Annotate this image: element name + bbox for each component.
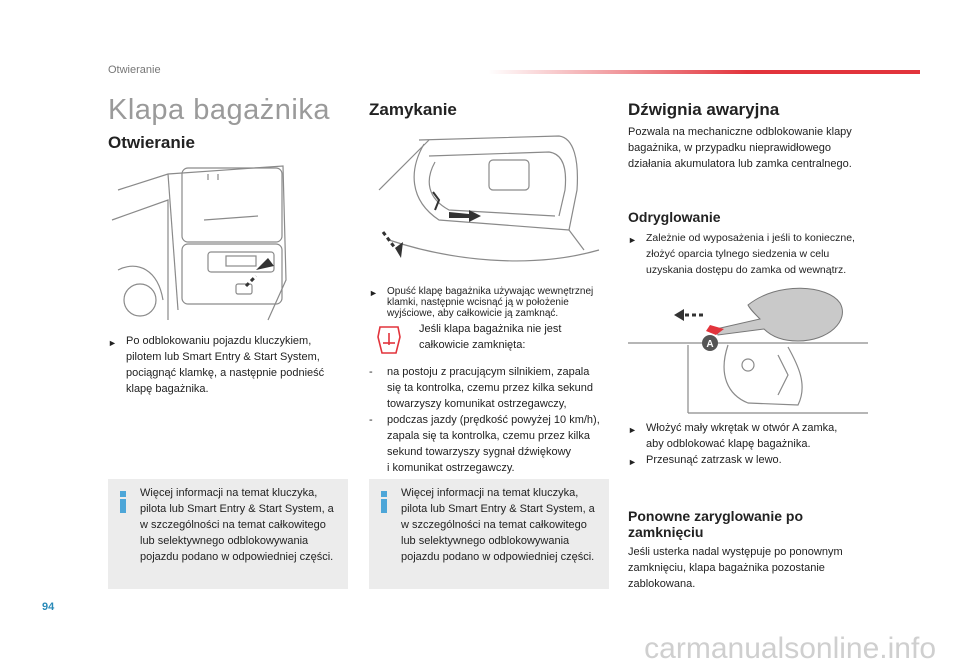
- col3-intro: [628, 124, 852, 172]
- unlock-title: Odryglowanie: [628, 209, 721, 225]
- warning-text: [419, 321, 561, 353]
- step-line: Włożyć mały wkrętak w otwór A zamka,: [646, 422, 838, 434]
- info-line: Więcej informacji na temat kluczyka,: [401, 487, 579, 499]
- unlock-line: Zależnie od wyposażenia i jeśli to konieczne,: [646, 232, 855, 244]
- open-tailgate-warning-icon: [374, 323, 404, 357]
- dash-marker: -: [369, 414, 373, 426]
- info-line: w szczególności na temat całkowitego: [401, 519, 587, 531]
- watermark: carmanualsonline.info: [644, 632, 936, 665]
- intro-line: działania akumulatora lub zamka centralnego.: [628, 158, 852, 170]
- info-line: lub selektywnego odblokowywania: [140, 535, 309, 547]
- step-line: Przesunąć zatrzask w lewo.: [646, 454, 782, 466]
- info-line: Więcej informacji na temat kluczyka,: [140, 487, 318, 499]
- relock-line: zablokowana.: [628, 578, 696, 590]
- col2-title: Zamykanie: [369, 100, 457, 119]
- dash-line: na postoju z pracującym silnikiem, zapala: [387, 366, 590, 378]
- relock-title-line: Ponowne zaryglowanie po: [628, 508, 804, 524]
- info-icon: [379, 491, 389, 513]
- relock-title: [628, 508, 803, 540]
- relock-text: [628, 544, 843, 592]
- intro-line: Pozwala na mechaniczne odblokowanie klapy: [628, 126, 852, 138]
- col2-dash-list: [369, 364, 609, 476]
- info-icon: [118, 491, 128, 513]
- van-rear-illustration: [108, 160, 294, 322]
- col1-subtitle: Otwieranie: [108, 133, 195, 152]
- relock-line: zamknięciu, klapa bagażnika pozostanie: [628, 562, 825, 574]
- bullet-marker: ►: [369, 288, 378, 298]
- dash-line: i komunikat ostrzegawczy.: [387, 462, 515, 474]
- info-line: w szczególności na temat całkowitego: [140, 519, 326, 531]
- bullet-marker: ►: [628, 457, 637, 467]
- col2-bullet: [369, 286, 609, 319]
- warning-line: całkowicie zamknięta:: [419, 339, 526, 351]
- intro-line: bagażnika, w przypadku nieprawidłowego: [628, 142, 832, 154]
- col3-steps: [628, 420, 868, 470]
- dash-line: zapala się ta kontrolka, czemu przez kilka: [387, 430, 590, 442]
- relock-line: Jeśli usterka nadal występuje po ponownym: [628, 546, 843, 558]
- col1-bullet-line: pociągnąć klamkę, a następnie podnieść: [126, 367, 325, 379]
- warning-line: Jeśli klapa bagażnika nie jest: [419, 323, 562, 335]
- section-label: Otwieranie: [108, 64, 161, 76]
- col1-bullet: [108, 333, 348, 397]
- tailgate-closing-illustration: [369, 130, 609, 280]
- page-number: 94: [42, 601, 55, 613]
- unlock-line: złożyć oparcia tylnego siedzenia w celu: [646, 248, 830, 260]
- unlock-line: uzyskania dostępu do zamka od wewnątrz.: [646, 264, 847, 276]
- bullet-marker: ►: [628, 235, 637, 245]
- col2-info-box: [369, 479, 609, 589]
- col3-title: Dźwignia awaryjna: [628, 100, 780, 119]
- col2-bullet-line: Opuść klapę bagażnika używając wewnętrznej: [387, 286, 594, 297]
- page-title: Klapa bagażnika: [108, 94, 330, 126]
- col1-info-box: [108, 479, 348, 589]
- emergency-lever-illustration: [628, 285, 870, 415]
- col1-bullet-line: Po odblokowaniu pojazdu kluczykiem,: [126, 335, 312, 347]
- step-line: aby odblokować klapę bagażnika.: [646, 438, 811, 450]
- figure-label-a: A: [706, 339, 714, 350]
- dash-line: towarzyszy komunikat ostrzegawczy,: [387, 398, 567, 410]
- info-line: lub selektywnego odblokowywania: [401, 535, 570, 547]
- unlock-bullet: [628, 230, 868, 278]
- dash-line: podczas jazdy (prędkość powyżej 10 km/h),: [387, 414, 600, 426]
- bullet-marker: ►: [628, 425, 637, 435]
- dash-line: sekund towarzyszy sygnał dźwiękowy: [387, 446, 572, 458]
- info-line: pilota lub Smart Entry & Start System, a: [401, 503, 595, 515]
- info-line: pojazdu podano w odpowiedniej części.: [401, 551, 595, 563]
- bullet-marker: ►: [108, 338, 117, 348]
- dash-line: się ta kontrolka, czemu przez kilka sekund: [387, 382, 594, 394]
- col1-bullet-line: pilotem lub Smart Entry & Start System,: [126, 351, 320, 363]
- relock-title-line: zamknięciu: [628, 524, 704, 540]
- col1-bullet-line: klapę bagażnika.: [126, 383, 209, 395]
- info-line: pilota lub Smart Entry & Start System, a: [140, 503, 334, 515]
- header-accent-line: [488, 70, 920, 74]
- dash-marker: -: [369, 366, 373, 378]
- col2-bullet-line: wyjściowe, aby całkowicie ją zamknąć.: [387, 308, 559, 319]
- col2-bullet-line: klamki, następnie wcisnąć ją w położenie: [387, 297, 569, 308]
- info-line: pojazdu podano w odpowiedniej części.: [140, 551, 334, 563]
